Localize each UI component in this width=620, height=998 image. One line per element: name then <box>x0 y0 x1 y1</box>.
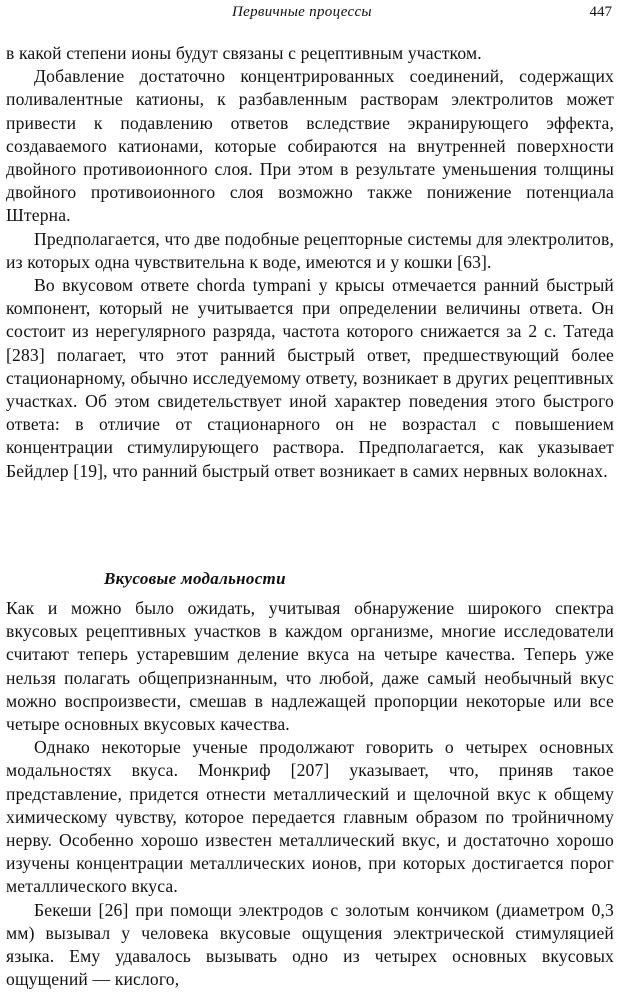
paragraph-continuation: в какой степени ионы будут связаны с рецептивным участком. <box>6 43 482 63</box>
paragraph: Предполагается, что две подобные рецепторные системы для электролитов, из которых одна чувствительна к воде, имеются и у кошки [63]. <box>6 228 614 272</box>
running-title: Первичные процессы <box>232 4 372 20</box>
paragraph: Бекеши [26] при помощи электродов с золотым кончиком (диаметром 0,3 мм) вызывал у человека вкусовые ощущения электрической стимуляцией языка. Ему удавалось вызывать одно из четырех основных вкусовых ощущений — кислого, <box>6 899 614 990</box>
section-heading: Вкусовые модальности <box>104 569 286 588</box>
paragraph: Как и можно было ожидать, учитывая обнаружение широкого спектра вкусовых рецептивных участков в каждом организме, многие исследователи считают теперь устаревшим деление вкуса на четыре качества. Теперь уже нельзя полагать общепризнанным, что любой, даже самый необычный вкус можно воспроизвести, смешав в надлежащей пропорции некоторые или все четыре основных вкусовых качества. <box>6 598 614 735</box>
page-number: 447 <box>589 4 612 20</box>
body-text-bottom <box>6 597 614 991</box>
paragraph: Однако некоторые ученые продолжают говорить о четырех основных модальностях вкуса. Монкриф [207] указывает, что, приняв такое представление, придется отнести металлический и щелочной вкус к общему химическому чувству, которое передается главным образом по тройничному нерву. Особенно хорошо известен металлический вкус, и достаточно хорошо изучены концентрации металлических ионов, при которых достигается порог металлического вкуса. <box>6 737 614 897</box>
paragraph: Добавление достаточно концентрированных соединений, содержащих поливалентные катионы, к разбавленным растворам электролитов может привести к подавлению ответов вследствие экранирующего эффекта, создаваемого катионами, которые собираются на внутренней поверхности двойного противоионного слоя. При этом в результате уменьшения толщины двойного противоионного слоя возможно также понижение потенциала Штерна. <box>6 66 614 226</box>
paragraph: Во вкусовом ответе chorda tympani у крысы отмечается ранний быстрый компонент, который не учитывается при определении величины ответа. Он состоит из нерегулярного разряда, частота которого снижается за 2 с. Татеда [283] полагает, что этот ранний быстрый ответ, предшествующий более стационарному, обычно исследуемому ответу, возникает в других рецептивных участках. Об этом свидетельствует иной характер поведения этого быстрого ответа: в отличие от стационарного он не возрастал с повышением концентрации стимулирующего раствора. Предполагается, как указывает Бейдлер [19], что ранний быстрый ответ возникает в самих нервных волокнах. <box>6 275 614 481</box>
page-header <box>0 4 620 26</box>
body-text-top <box>6 42 614 483</box>
